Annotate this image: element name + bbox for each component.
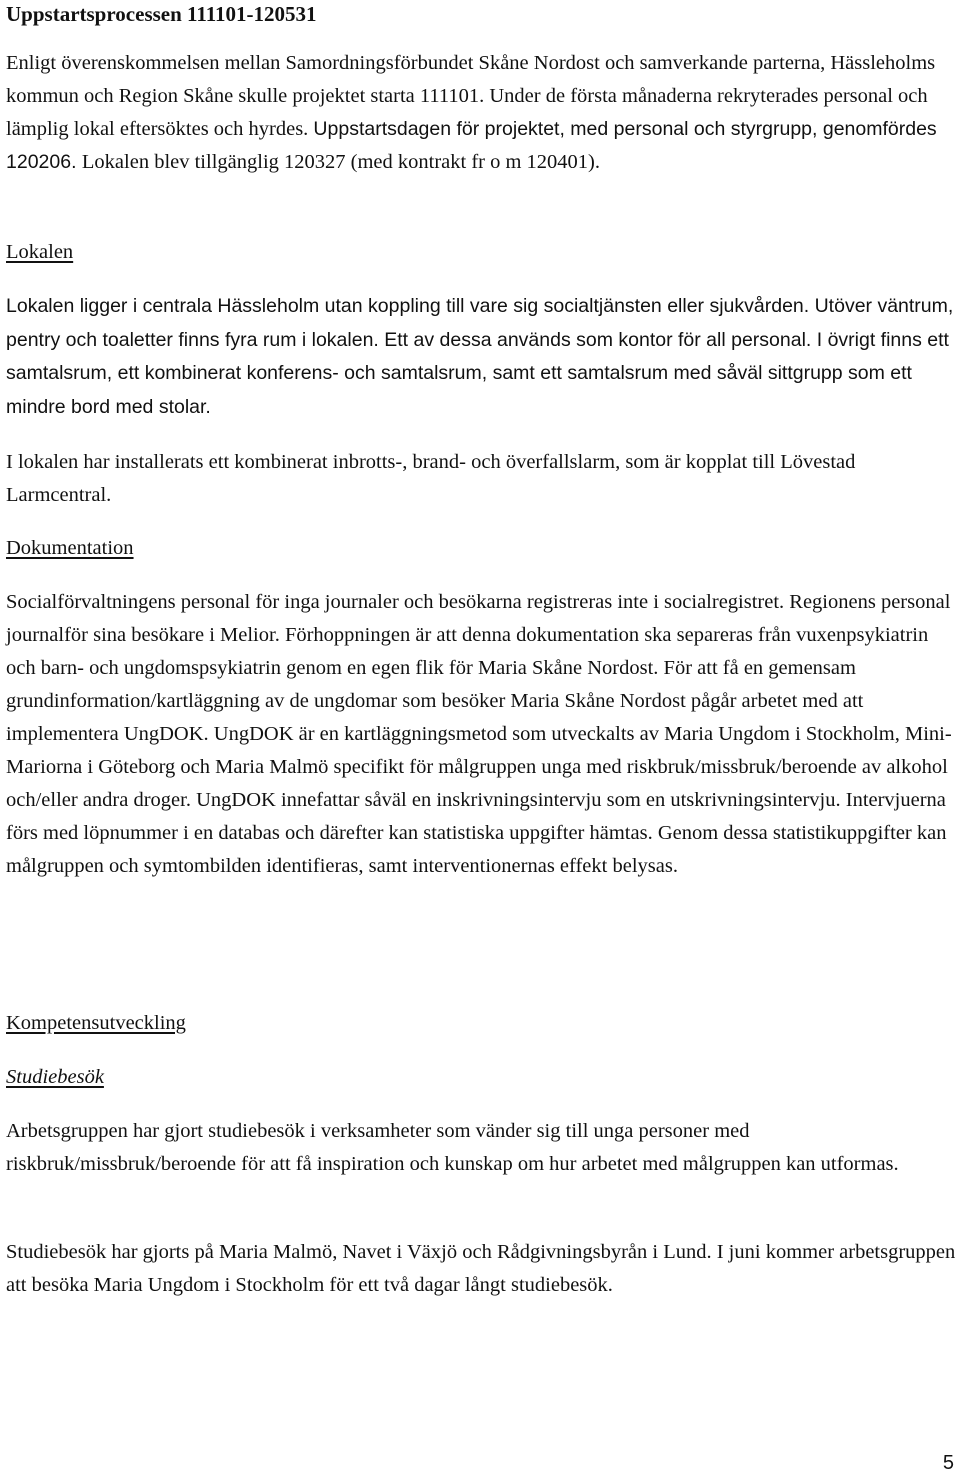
intro-text-part2: Uppstartsdagen för projektet, med personal och styrgrupp, genomfördes 120206.	[6, 118, 937, 173]
studiebesok-paragraph-2: Studiebesök har gjorts på Maria Malmö, Navet i Växjö och Rådgivningsbyrån i Lund. I juni kommer arbetsgruppen att besöka Maria Ungdom i Stockholm för ett två dagar långt studiebesök.	[6, 1241, 956, 1296]
studiebesok-paragraph-1: Arbetsgruppen har gjort studiebesök i verksamheter som vänder sig till unga personer med riskbruk/missbruk/beroende för att få inspiration och kunskap om hur arbetet med målgruppen kan utformas.	[6, 1120, 899, 1175]
page-number: 5	[942, 1452, 954, 1474]
lokalen-paragraph-1	[6, 290, 956, 424]
section-heading-kompetensutveckling: Kompetensutveckling	[6, 1012, 186, 1034]
dokumentation-paragraph: Socialförvaltningens personal för inga journaler och besökarna registreras inte i socialregistret. Regionens personal journalför sina besökare i Melior. Förhoppningen är att denna dokumentation ska separeras från vuxenpsykiatrin och barn- och ungdomspsykiatrin genom en egen flik för Maria Skåne Nordost. För att få en gemensam grundinformation/kartläggning av de ungdomar som besöker Maria Skåne Nordost pågår arbetet med att implementera UngDOK. UngDOK är en kartläggningsmetod som utveckalts av Maria Ungdom i Stockholm, Mini-Mariorna i Göteborg och Maria Malmö specifikt för målgruppen unga med riskbruk/missbruk/beroende av alkohol och/eller andra droger. UngDOK innefattar såväl en inskrivningsintervju som en utskrivningsintervju. Intervjuerna förs med löpnummer i en databas och därefter kan statistiska uppgifter hämtas. Genom dessa statistikuppgifter kan målgruppen och symtombilden identifieras, samt interventionernas effekt belysas.	[6, 591, 952, 877]
section-heading-dokumentation: Dokumentation	[6, 537, 134, 559]
intro-text-part1: Enligt överenskommelsen mellan Samordningsförbundet Skåne Nordost och samverkande parterna, Hässleholms kommun och Region Skåne skulle projektet starta 111101. Under de första månaderna rekryterades personal och lämplig lokal eftersöktes och hyrdes.	[6, 52, 936, 140]
lokalen-text-part2: I övrigt finns ett samtalsrum, ett kombinerat konferens- och samtalsrum, samt ett samtalsrum med såväl sittgrupp som ett mindre bord med stolar.	[6, 328, 949, 418]
section-heading-lokalen: Lokalen	[6, 241, 74, 263]
lokalen-paragraph-2: I lokalen har installerats ett kombinerat inbrotts-, brand- och överfallslarm, som är kopplat till Lövestad Larmcentral.	[6, 451, 856, 506]
lokalen-text-part1: Lokalen ligger i centrala Hässleholm utan koppling till vare sig socialtjänsten eller sjukvården. Utöver väntrum, pentry och toaletter finns fyra rum i lokalen. Ett av dessa används som kontor för all personal.	[6, 295, 954, 351]
document-title: Uppstartsprocessen 111101-120531	[6, 2, 317, 26]
subsection-heading-studiebesok: Studiebesök	[6, 1066, 104, 1088]
intro-text-part3: Lokalen blev tillgänglig 120327 (med kontrakt fr o m 120401).	[81, 151, 601, 173]
intro-paragraph	[6, 47, 956, 179]
